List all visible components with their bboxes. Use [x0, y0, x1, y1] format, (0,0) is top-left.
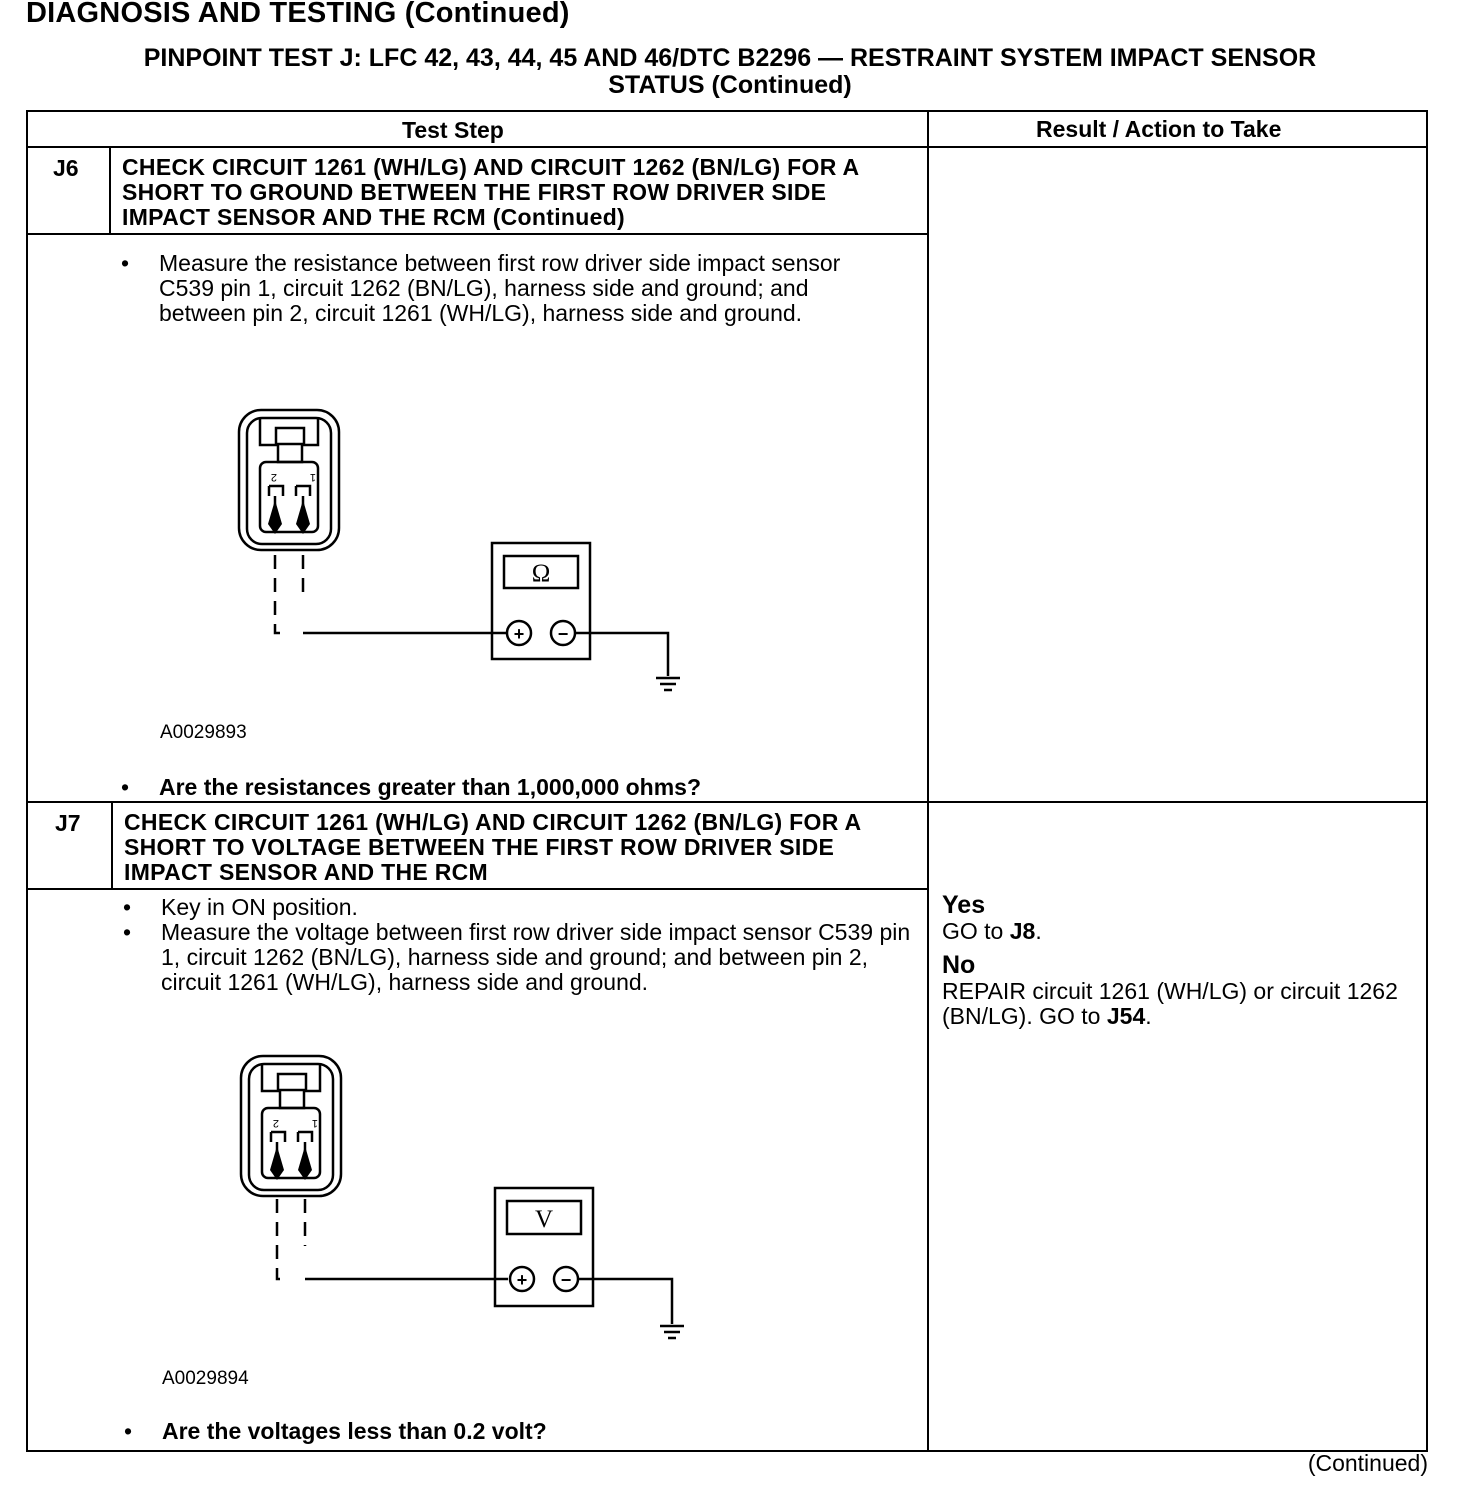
pin-2-socket [271, 1132, 285, 1142]
pin-2-label: 2 [270, 471, 277, 483]
test-title-line-2: STATUS (Continued) [608, 71, 852, 99]
pin-cavity [262, 1108, 320, 1178]
step-instructions-j6 [121, 251, 901, 326]
probe-tip-pin-1 [296, 500, 310, 534]
pin-1-socket [296, 486, 310, 496]
figure-id-j6: A0029893 [160, 722, 247, 743]
resistance-test-diagram [230, 400, 700, 700]
connector-outline [239, 410, 339, 550]
probe-tip-pin-2 [268, 500, 282, 534]
test-title-line-1: PINPOINT TEST J: LFC 42, 43, 44, 45 AND 46/DTC B2296 — RESTRAINT SYSTEM IMPACT SENSOR [143, 44, 1317, 72]
question-j7: • Are the voltages less than 0.2 volt? [124, 1418, 547, 1445]
result-no-action: REPAIR circuit 1261 (WH/LG) or circuit 1262 (BN/LG). GO to J54. [942, 978, 1398, 1029]
column-divider [927, 110, 929, 1452]
j6-heading-divider [26, 233, 928, 235]
page-title: DIAGNOSIS AND TESTING (Continued) [26, 0, 570, 29]
question-j6: • Are the resistances greater than 1,000,000 ohms? [121, 774, 701, 801]
pin-1-label: 1 [311, 1117, 318, 1129]
harness-lead-pin-2 [275, 555, 286, 633]
connector-latch [262, 1064, 320, 1108]
harness-lead-pin-2 [277, 1199, 288, 1279]
step-reference: J54 [1106, 1003, 1146, 1029]
pin-cavity [260, 462, 318, 532]
minus-label: − [560, 1270, 572, 1290]
connector-outline [241, 1056, 341, 1196]
step-reference: J8 [1009, 918, 1036, 944]
step-instructions-j7 [123, 895, 913, 995]
instruction-item: • Key in ON position. [123, 895, 913, 920]
instruction-item: • Measure the voltage between first row driver side impact sensor C539 pin 1, circuit 1262 (BN/LG), harness side and ground; and between pin 2, circuit 1261 (WH/LG), harness side and ground. [123, 920, 913, 995]
column-header-test-step: Test Step [402, 117, 504, 143]
pin-1-label: 1 [309, 471, 316, 483]
meter-symbol: V [534, 1206, 554, 1233]
pin-2-label: 2 [272, 1117, 279, 1129]
step-heading-j7: CHECK CIRCUIT 1261 (WH/LG) AND CIRCUIT 1262 (BN/LG) FOR A SHORT TO VOLTAGE BETWEEN THE FIRST ROW DRIVER SIDE IMPACT SENSOR AND THE RCM [124, 809, 861, 885]
j7-id-divider [111, 801, 113, 889]
latch-tab [278, 1074, 306, 1090]
pinpoint-test-title [40, 45, 1420, 99]
instruction-item: • Measure the resistance between first row driver side impact sensor C539 pin 1, circuit 1262 (BN/LG), harness side and ground; and between pin 2, circuit 1261 (WH/LG), harness side and ground. [121, 251, 901, 326]
step-id-j7: J7 [55, 810, 81, 836]
column-header-result: Result / Action to Take [1036, 116, 1282, 142]
continued-note: (Continued) [1307, 1450, 1428, 1476]
step-id-j6: J6 [53, 155, 79, 181]
voltage-test-diagram [232, 1046, 702, 1346]
probe-tip-pin-2 [270, 1146, 284, 1180]
result-no-label: No [942, 951, 976, 979]
ground-symbol [660, 1326, 684, 1338]
j7-heading-divider [26, 888, 928, 890]
table-header-divider [26, 146, 1428, 148]
j6-id-divider [109, 146, 111, 234]
result-yes-label: Yes [942, 891, 986, 919]
result-j7 [942, 892, 1412, 1029]
step-heading-j6: CHECK CIRCUIT 1261 (WH/LG) AND CIRCUIT 1262 (BN/LG) FOR A SHORT TO GROUND BETWEEN THE FIRST ROW DRIVER SIDE IMPACT SENSOR AND THE RCM (Continued) [122, 154, 859, 230]
figure-id-j7: A0029894 [162, 1368, 249, 1389]
plus-label: + [513, 624, 525, 644]
pin-2-socket [269, 486, 283, 496]
connector-latch [260, 418, 318, 462]
minus-label: − [557, 624, 569, 644]
latch-tab [276, 428, 304, 444]
probe-tip-pin-1 [298, 1146, 312, 1180]
pin-1-socket [298, 1132, 312, 1142]
plus-label: + [516, 1270, 528, 1290]
result-yes-action: GO to J8. [942, 918, 1042, 944]
meter-symbol: Ω [531, 560, 551, 587]
step-divider [26, 801, 1428, 803]
ground-symbol [656, 678, 680, 690]
